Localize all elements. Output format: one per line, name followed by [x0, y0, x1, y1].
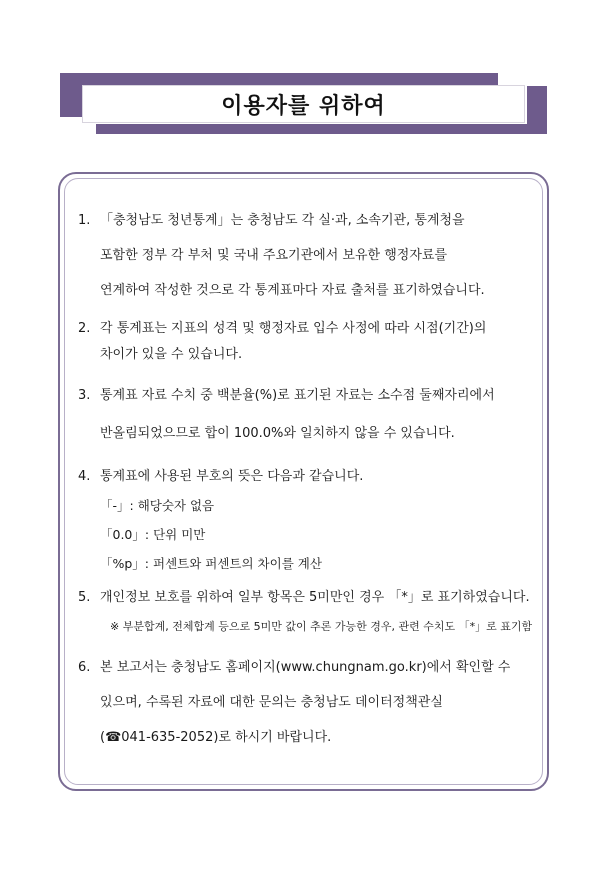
- item-text-line: 통계표 자료 수치 중 백분율(%)로 표기된 자료는 소수점 둘째자리에서: [100, 388, 495, 403]
- symbol-definition: 「%p」: 퍼센트와 퍼센트의 차이를 계산: [100, 556, 322, 571]
- item-number: 1.: [78, 213, 91, 228]
- item-number: 5.: [78, 590, 91, 605]
- item-number: 3.: [78, 388, 91, 403]
- footnote: ※ 부분합계, 전체합계 등으로 5미만 값이 추론 가능한 경우, 관련 수치도 「*」로 표기함: [110, 620, 533, 633]
- item-text-line: 개인정보 보호를 위하여 일부 항목은 5미만인 경우 「*」로 표기하였습니다.: [100, 590, 530, 605]
- guide-item-1: [78, 203, 532, 308]
- symbol-definition: 「0.0」: 단위 미만: [100, 527, 206, 542]
- banner-decoration-left: [60, 73, 82, 117]
- title-banner: [82, 85, 525, 123]
- banner-decoration-bottom: [96, 124, 547, 134]
- guide-item-5: [78, 584, 532, 640]
- item-text-line: (☎041-635-2052)로 하시기 바랍니다.: [100, 730, 332, 745]
- item-text-line: 「충청남도 청년통계」는 충청남도 각 실·과, 소속기관, 통계청을: [100, 213, 465, 228]
- guide-item-3: [78, 377, 532, 453]
- symbol-definition: 「-」: 해당숫자 없음: [100, 498, 215, 513]
- item-text-line: 본 보고서는 충청남도 홈페이지(www.chungnam.go.kr)에서 확인할 수: [100, 660, 511, 675]
- item-text-line: 반올림되었으므로 합이 100.0%와 일치하지 않을 수 있습니다.: [100, 426, 455, 441]
- item-text-line: 차이가 있을 수 있습니다.: [100, 347, 243, 362]
- guide-item-4: [78, 462, 532, 578]
- guide-item-2: [78, 316, 532, 368]
- guide-list: [78, 203, 532, 755]
- item-text-line: 있으며, 수록된 자료에 대한 문의는 충청남도 데이터정책관실: [100, 695, 443, 710]
- item-number: 2.: [78, 321, 91, 336]
- symbol-list: [100, 491, 532, 578]
- banner-decoration-top: [60, 73, 498, 85]
- item-number: 4.: [78, 469, 91, 484]
- page-title: 이용자를 위하여: [221, 93, 386, 119]
- item-text-line: 연계하여 작성한 것으로 각 통계표마다 자료 출처를 표기하였습니다.: [100, 283, 485, 298]
- item-text-line: 포함한 정부 각 부처 및 국내 주요기관에서 보유한 행정자료를: [100, 248, 448, 263]
- item-text-line: 각 통계표는 지표의 성격 및 행정자료 입수 사정에 따라 시점(기간)의: [100, 321, 487, 336]
- guide-item-6: [78, 650, 532, 755]
- item-number: 6.: [78, 660, 91, 675]
- item-text-line: 통계표에 사용된 부호의 뜻은 다음과 같습니다.: [100, 469, 364, 484]
